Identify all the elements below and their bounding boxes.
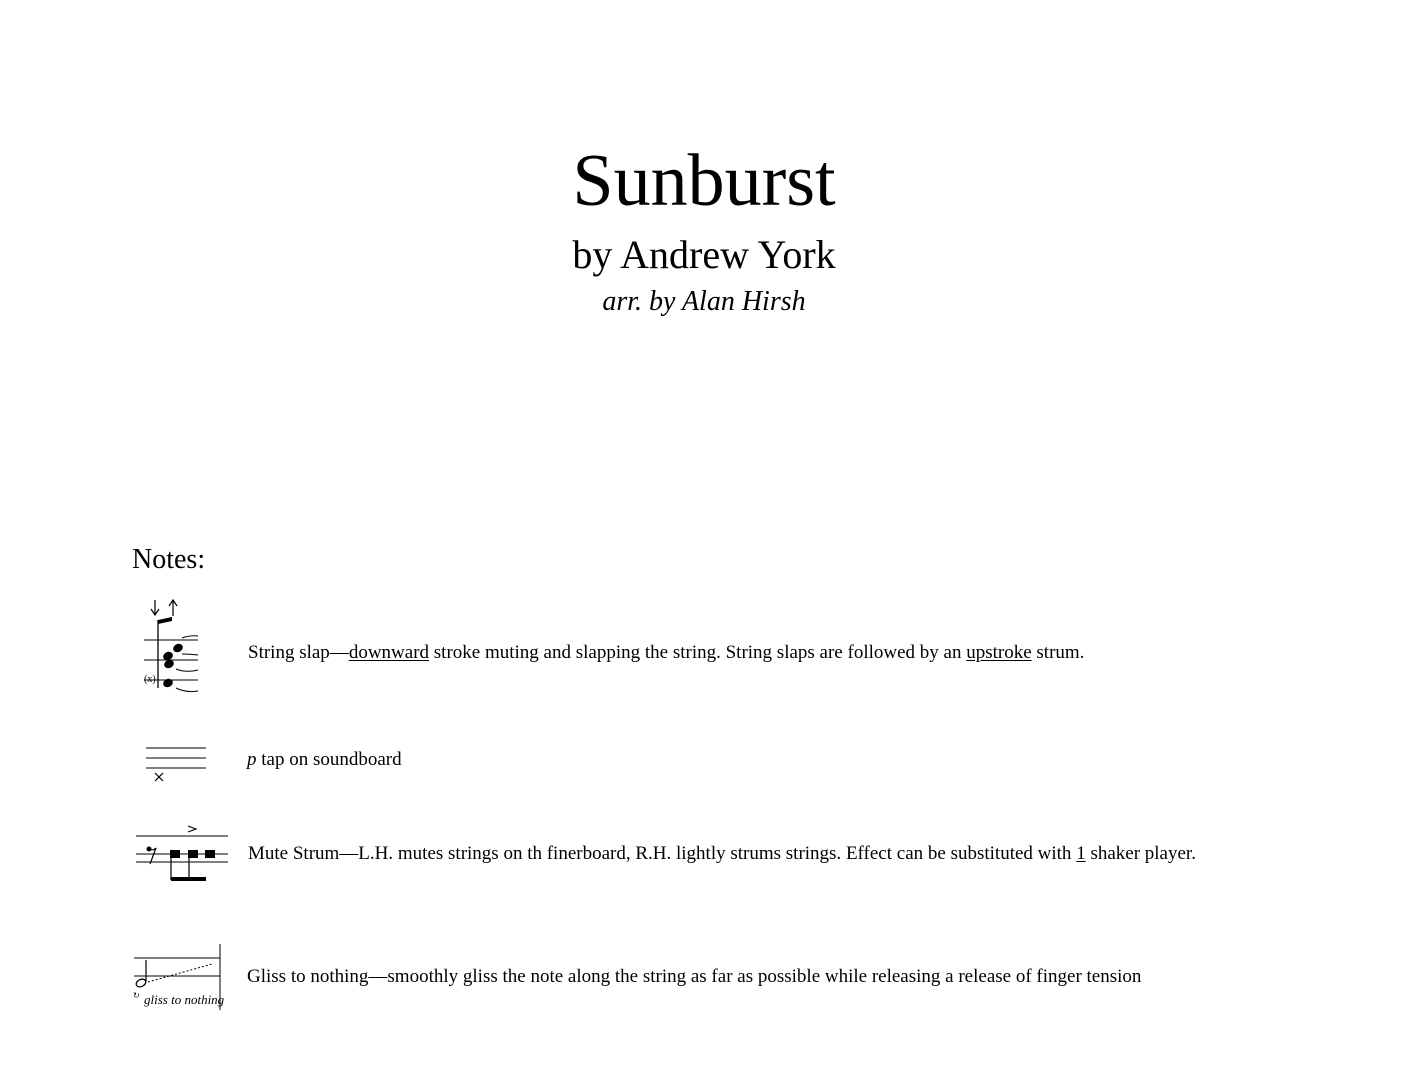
arranger-credit: arr. by Alan Hirsh <box>602 286 806 317</box>
soundboard-tap-description: p tap on soundboard <box>247 749 402 770</box>
notes-heading: Notes: <box>132 544 206 575</box>
downward-term: downward <box>348 642 430 663</box>
gliss-label: gliss to nothing <box>144 992 225 1007</box>
piano-dynamic: p <box>247 749 257 770</box>
soundboard-tap-notation-icon <box>144 744 208 786</box>
mute-strum-description: Mute Strum—L.H. mutes strings on th finerboard, R.H. lightly strums strings. Effect can be substituted with 1 shaker player. <box>248 843 1196 864</box>
mute-strum-notation-icon <box>134 822 230 884</box>
piece-title: Sunburst <box>572 140 836 222</box>
svg-text:↻: ↻ <box>133 991 140 1000</box>
string-slap-notation-icon <box>136 598 206 698</box>
gliss-to-nothing-description: Gliss to nothing—smoothly gliss the note along the string as far as possible while releasing a release of finger tension <box>247 966 1142 987</box>
svg-text:(x): (x) <box>144 674 156 685</box>
string-slap-description: String slap—downward stroke muting and slapping the string. String slaps are followed by an upstroke strum. <box>248 642 1085 663</box>
upstroke-term: upstroke <box>966 642 1032 663</box>
gliss-to-nothing-notation-icon <box>132 942 226 1012</box>
one-term: 1 <box>1076 843 1086 864</box>
composer-credit: by Andrew York <box>572 232 836 277</box>
